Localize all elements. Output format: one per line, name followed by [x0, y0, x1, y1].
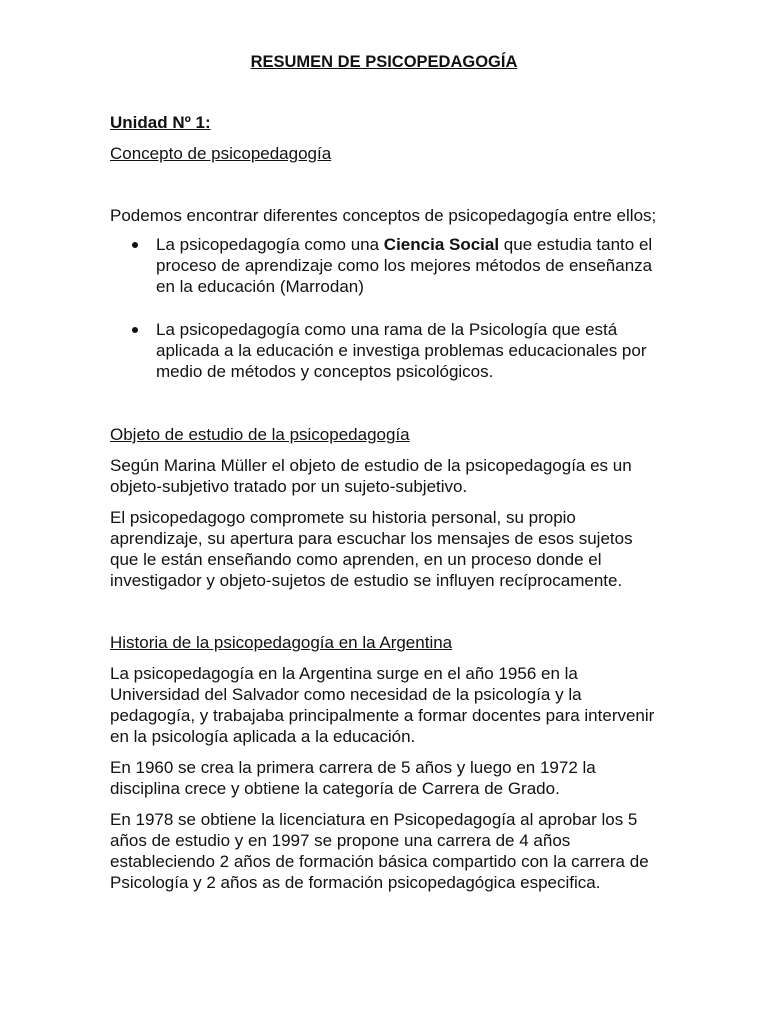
bullet-text-part: que estudia tanto el proceso de aprendizaje como los mejores métodos de enseñanza en la educación (Marrodan): [156, 235, 653, 296]
bullet-text-part: La psicopedagogía como una: [156, 235, 384, 254]
list-item: [110, 319, 660, 382]
section-heading-objeto: Objeto de estudio de la psicopedagogía: [110, 425, 410, 444]
section-heading-historia: Historia de la psicopedagogía en la Argentina: [110, 633, 453, 652]
bullet-bold-term: Ciencia Social: [383, 235, 500, 254]
bullet-icon: [132, 327, 138, 333]
document-body: [110, 52, 660, 893]
paragraph: En 1960 se crea la primera carrera de 5 años y luego en 1972 la disciplina crece y obtiene la categoría de Carrera de Grado.: [110, 758, 596, 798]
spacer: [110, 404, 660, 424]
bullet-icon: [132, 242, 138, 248]
concept-bullet-list: [110, 234, 660, 382]
bullet-text: La psicopedagogía como una rama de la Psicología que está aplicada a la educación e investiga problemas educacionales por medio de métodos y conceptos psicológicos.: [156, 320, 647, 381]
paragraph: El psicopedagogo compromete su historia personal, su propio aprendizaje, su apertura para escuchar los mensajes de esos sujetos que le están enseñando como aprenden, en un proceso donde el investigador y objeto-sujetos de estudio se influyen recíprocamente.: [110, 508, 633, 590]
paragraph: Según Marina Müller el objeto de estudio de la psicopedagogía es un objeto-subjetivo tratado por un sujeto-subjetivo.: [110, 456, 632, 496]
intro-paragraph: Podemos encontrar diferentes conceptos de psicopedagogía entre ellos;: [110, 206, 657, 225]
list-item: [110, 234, 660, 297]
paragraph: La psicopedagogía en la Argentina surge en el año 1956 en la Universidad del Salvador como necesidad de la psicología y la pedagogía, y trabajaba principalmente a formar docentes para intervenir en la psicología aplicada a la educación.: [110, 664, 655, 746]
spacer: [110, 164, 660, 205]
section-heading-concepto: Concepto de psicopedagogía: [110, 144, 332, 163]
unit-label: Unidad Nº 1:: [110, 113, 211, 132]
paragraph: En 1978 se obtiene la licenciatura en Psicopedagogía al aprobar los 5 años de estudio y en 1997 se propone una carrera de 4 años estableciendo 2 años de formación básica compartido con la carrera de Psicología y 2 años as de formación psicopedagógica especifica.: [110, 810, 649, 892]
spacer: [110, 591, 660, 632]
document-title: RESUMEN DE PSICOPEDAGOGÍA: [250, 53, 518, 71]
